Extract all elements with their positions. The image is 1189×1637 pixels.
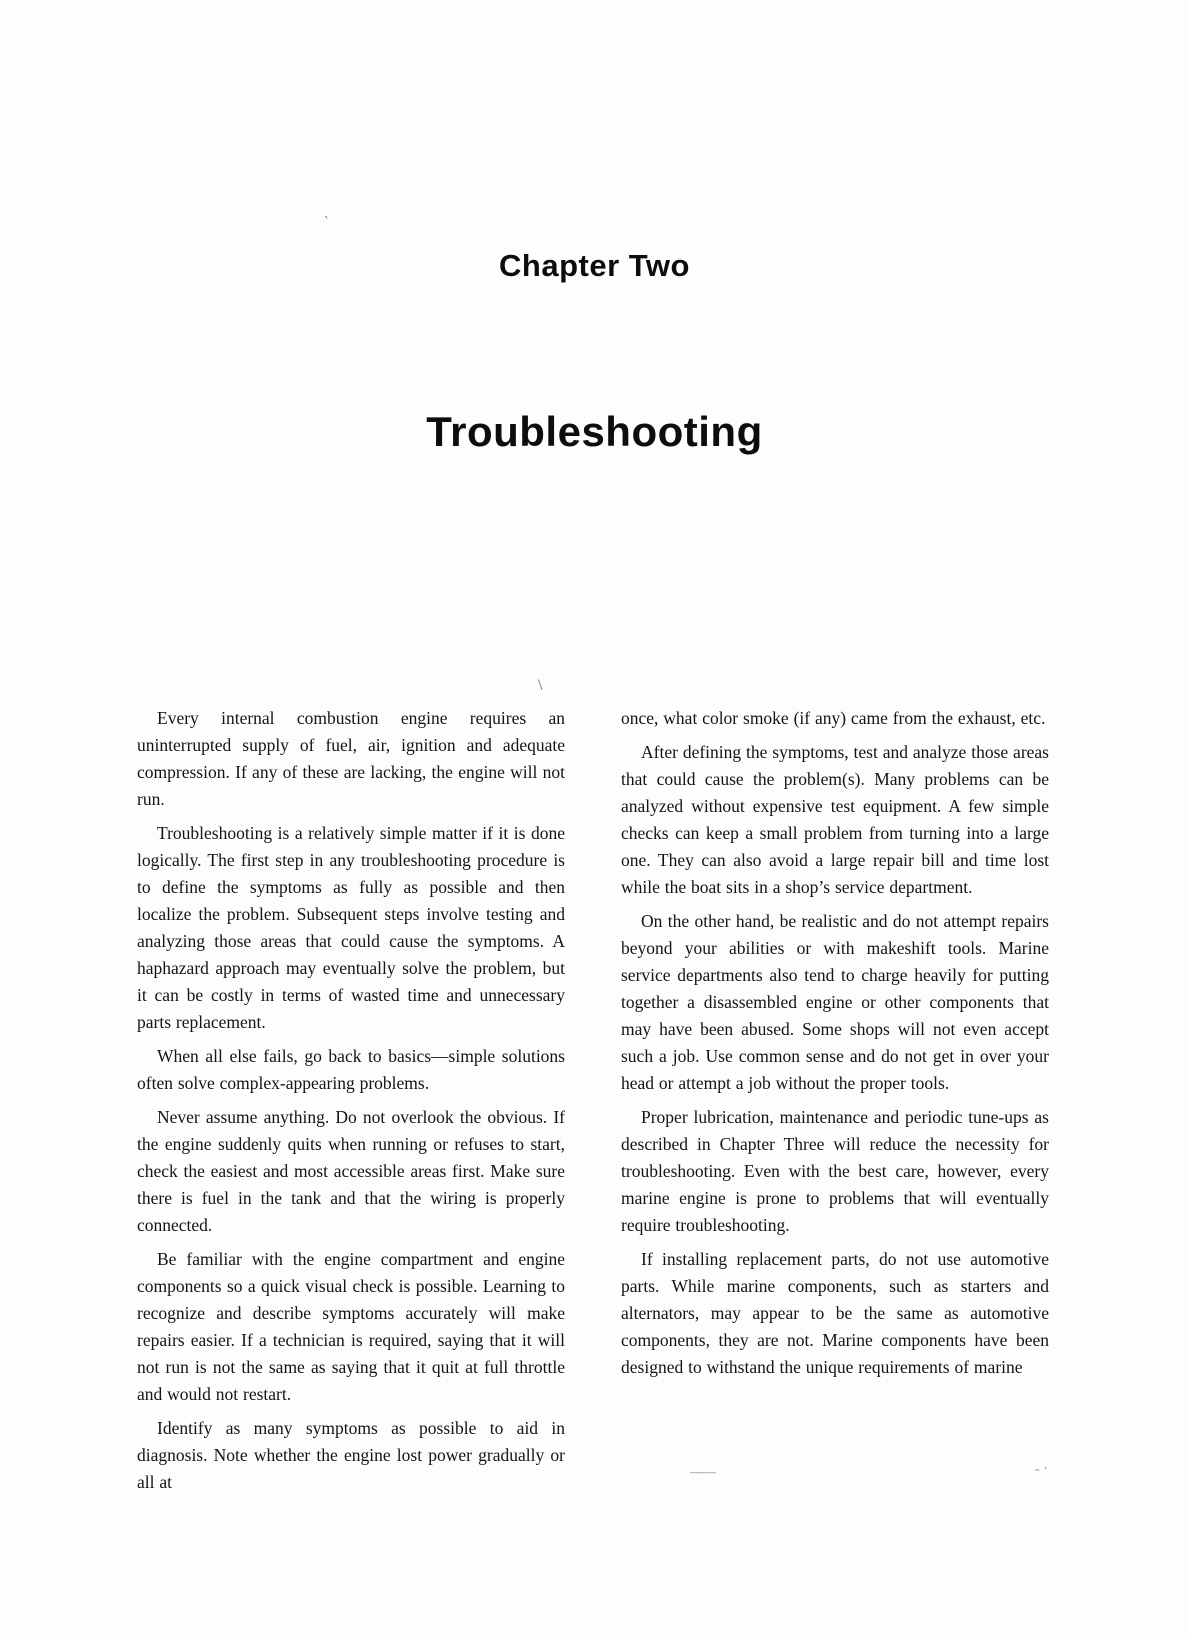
paragraph: Be familiar with the engine compartment and engine components so a quick visual check is possible. Learning to recognize and describe symptoms accurately will make repairs easier. If a technician is required, saying that it will not run is not the same as saying that it quit at full throttle and would not restart. <box>137 1249 565 1404</box>
paragraph: Every internal combustion engine requires an uninterrupted supply of fuel, air, ignition and adequate compression. If any of these are lacking, the engine will not run. <box>137 708 565 809</box>
two-column-text-block <box>137 705 1049 1503</box>
paragraph: After defining the symptoms, test and analyze those areas that could cause the problem(s). Many problems can be analyzed without expensive test equipment. A few simple checks can keep a small problem from turning into a large one. They can also avoid a large repair bill and time lost while the boat sits in a shop’s service department. <box>621 742 1049 897</box>
paragraph: Identify as many symptoms as possible to aid in diagnosis. Note whether the engine lost power gradually or all at <box>137 1418 565 1492</box>
chapter-label: Chapter Two <box>499 248 690 283</box>
paragraph: Proper lubrication, maintenance and periodic tune-ups as described in Chapter Three will reduce the necessity for troubleshooting. Even with the best care, however, every marine engine is prone to problems that will eventually require troubleshooting. <box>621 1107 1049 1235</box>
paragraph: Troubleshooting is a relatively simple matter if it is done logically. The first step in any troubleshooting procedure is to define the symptoms as fully as possible and then localize the problem. Subsequent steps involve testing and analyzing those areas that could cause the symptoms. A haphazard approach may eventually solve the problem, but it can be costly in terms of wasted time and unnecessary parts replacement. <box>137 823 565 1032</box>
paragraph: On the other hand, be realistic and do not attempt repairs beyond your abilities or with makeshift tools. Marine service departments also tend to charge heavily for putting together a disassembled engine or other components that may have been abused. Some shops will not even accept such a job. Use common sense and do not get in over your head or attempt a job without the proper tools. <box>621 911 1049 1093</box>
scan-artifact: —— <box>690 1465 714 1480</box>
left-column <box>137 705 565 1503</box>
scan-artifact: ` <box>321 214 330 231</box>
paragraph-continuation: once, what color smoke (if any) came from the exhaust, etc. <box>621 708 1046 728</box>
paragraph: Never assume anything. Do not overlook the obvious. If the engine suddenly quits when running or refuses to start, check the easiest and most accessible areas first. Make sure there is fuel in the tank and that the wiring is properly connected. <box>137 1107 565 1235</box>
right-column <box>621 705 1049 1503</box>
page-title: Troubleshooting <box>426 408 763 455</box>
scan-artifact: - · <box>1035 1462 1048 1477</box>
scan-artifact: \ <box>538 677 543 694</box>
paragraph: When all else fails, go back to basics—simple solutions often solve complex-appearing problems. <box>137 1046 565 1093</box>
paragraph: If installing replacement parts, do not use automotive parts. While marine components, such as starters and alternators, may appear to be the same as automotive components, they are not. Marine components have been designed to withstand the unique requirements of marine <box>621 1249 1049 1377</box>
